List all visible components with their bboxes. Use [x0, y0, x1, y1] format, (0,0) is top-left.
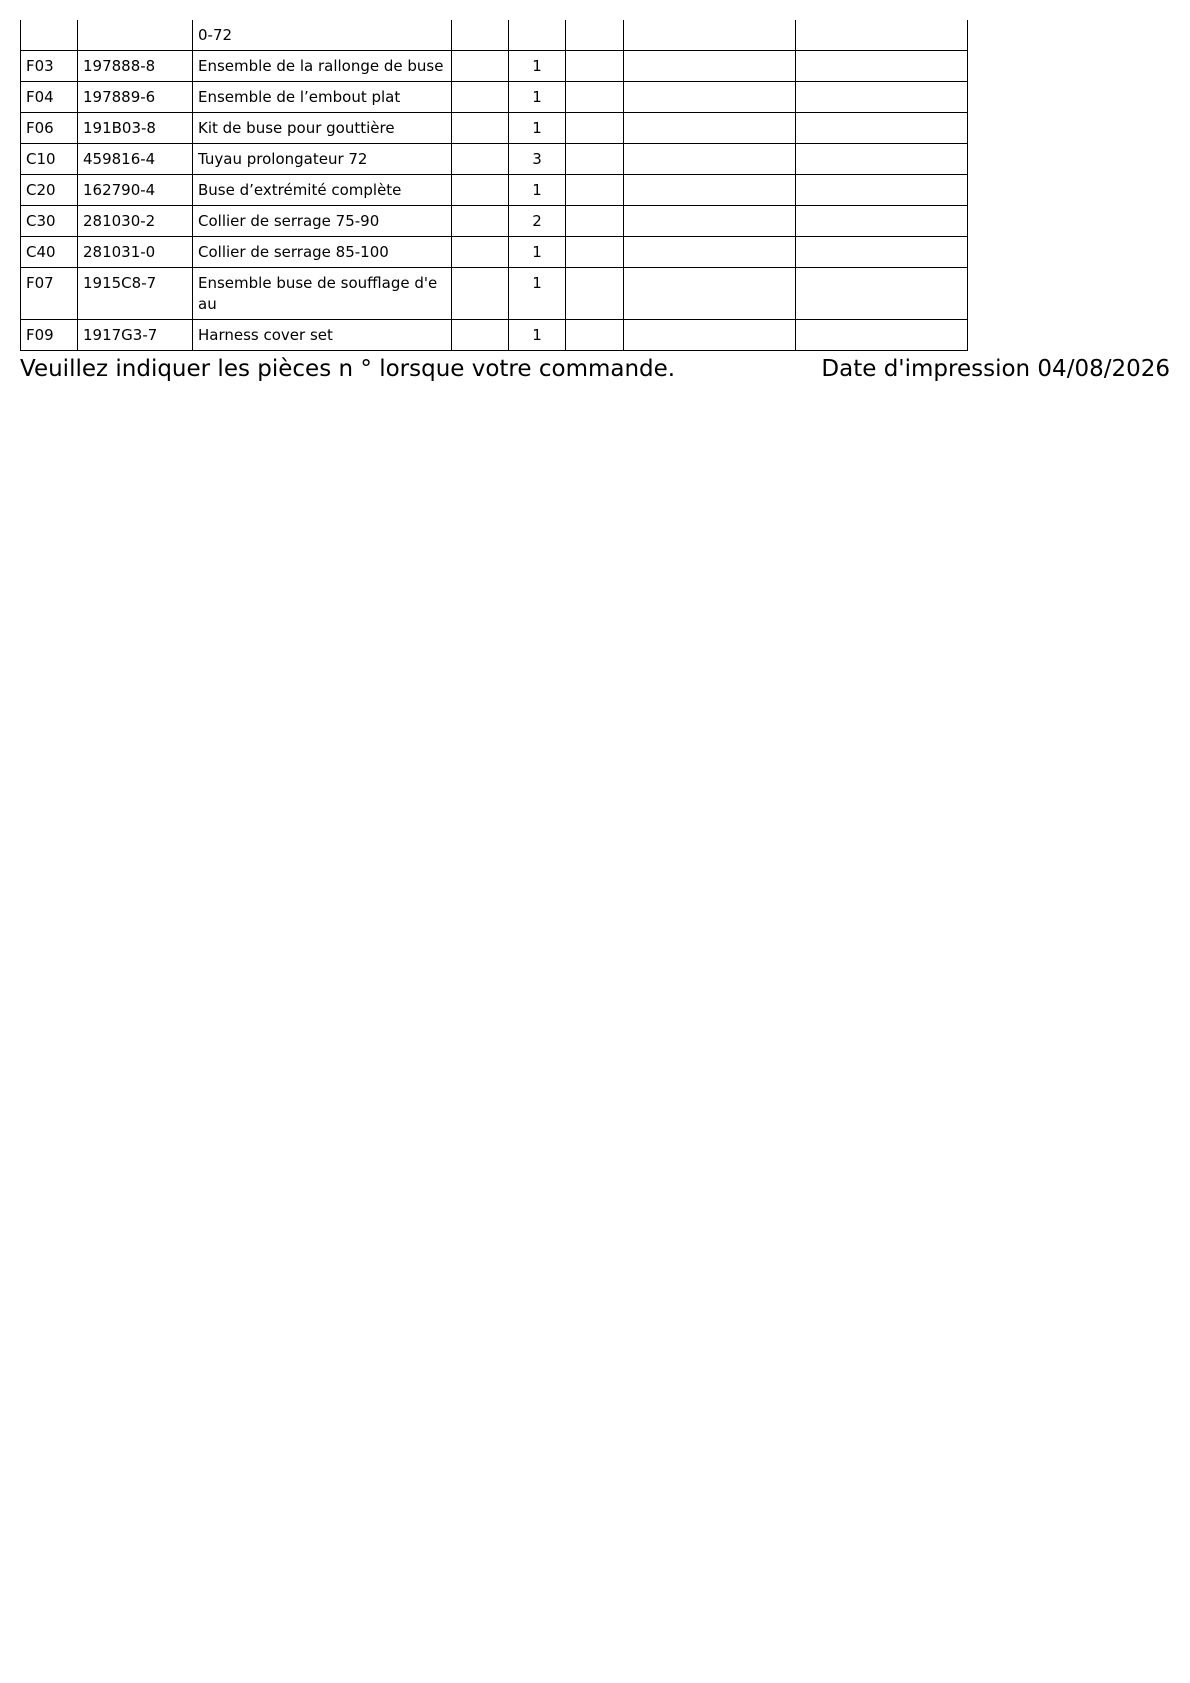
item-cell: F04	[21, 82, 78, 113]
table-row	[21, 82, 968, 113]
empty-cell	[452, 320, 509, 351]
empty-cell	[452, 20, 509, 51]
part-number-cell: 191B03-8	[78, 113, 193, 144]
part-number-cell: 1917G3-7	[78, 320, 193, 351]
empty-cell	[452, 51, 509, 82]
empty-cell	[624, 82, 796, 113]
empty-cell	[566, 206, 624, 237]
empty-cell	[624, 320, 796, 351]
part-number-cell: 197888-8	[78, 51, 193, 82]
empty-cell	[566, 51, 624, 82]
part-number-cell: 459816-4	[78, 144, 193, 175]
quantity-cell	[509, 20, 566, 51]
quantity-cell: 3	[509, 144, 566, 175]
order-instruction-note: Veuillez indiquer les pièces n ° lorsque votre commande.	[20, 356, 676, 382]
table-row	[21, 51, 968, 82]
table-row	[21, 237, 968, 268]
empty-cell	[566, 82, 624, 113]
description-cell: Buse d’extrémité complète	[193, 175, 452, 206]
description-cell: Harness cover set	[193, 320, 452, 351]
empty-cell	[796, 206, 968, 237]
empty-cell	[452, 113, 509, 144]
item-cell: C20	[21, 175, 78, 206]
description-cell: 0-72	[193, 20, 452, 51]
parts-table	[20, 20, 968, 351]
description-cell: Ensemble de l’embout plat	[193, 82, 452, 113]
item-cell: F07	[21, 268, 78, 320]
part-number-cell: 162790-4	[78, 175, 193, 206]
empty-cell	[796, 20, 968, 51]
empty-cell	[566, 237, 624, 268]
quantity-cell: 1	[509, 237, 566, 268]
description-cell: Tuyau prolongateur 72	[193, 144, 452, 175]
table-row	[21, 175, 968, 206]
quantity-cell: 2	[509, 206, 566, 237]
empty-cell	[452, 206, 509, 237]
part-number-cell	[78, 20, 193, 51]
quantity-cell: 1	[509, 320, 566, 351]
empty-cell	[624, 20, 796, 51]
part-number-cell: 281030-2	[78, 206, 193, 237]
table-row	[21, 113, 968, 144]
empty-cell	[624, 51, 796, 82]
item-cell: C10	[21, 144, 78, 175]
description-cell: Kit de buse pour gouttière	[193, 113, 452, 144]
part-number-cell: 281031-0	[78, 237, 193, 268]
quantity-cell: 1	[509, 82, 566, 113]
description-cell: Ensemble de la rallonge de buse	[193, 51, 452, 82]
quantity-cell: 1	[509, 268, 566, 320]
empty-cell	[624, 237, 796, 268]
item-cell: F06	[21, 113, 78, 144]
table-row	[21, 20, 968, 51]
empty-cell	[566, 320, 624, 351]
empty-cell	[452, 82, 509, 113]
table-row	[21, 320, 968, 351]
item-cell	[21, 20, 78, 51]
empty-cell	[566, 268, 624, 320]
empty-cell	[566, 175, 624, 206]
empty-cell	[796, 113, 968, 144]
empty-cell	[796, 51, 968, 82]
empty-cell	[452, 175, 509, 206]
quantity-cell: 1	[509, 113, 566, 144]
description-cell: Collier de serrage 75-90	[193, 206, 452, 237]
empty-cell	[566, 20, 624, 51]
empty-cell	[452, 237, 509, 268]
empty-cell	[624, 144, 796, 175]
empty-cell	[566, 113, 624, 144]
quantity-cell: 1	[509, 51, 566, 82]
item-cell: C40	[21, 237, 78, 268]
print-date: Date d'impression 04/08/2026	[821, 356, 1170, 382]
table-row	[21, 206, 968, 237]
empty-cell	[452, 268, 509, 320]
empty-cell	[796, 82, 968, 113]
empty-cell	[796, 237, 968, 268]
empty-cell	[796, 320, 968, 351]
empty-cell	[624, 175, 796, 206]
empty-cell	[796, 144, 968, 175]
description-cell: Ensemble buse de soufflage d'eau	[193, 268, 452, 320]
empty-cell	[796, 175, 968, 206]
empty-cell	[624, 113, 796, 144]
empty-cell	[452, 144, 509, 175]
quantity-cell: 1	[509, 175, 566, 206]
table-row	[21, 144, 968, 175]
item-cell: C30	[21, 206, 78, 237]
empty-cell	[624, 268, 796, 320]
table-row	[21, 268, 968, 320]
part-number-cell: 1915C8-7	[78, 268, 193, 320]
item-cell: F09	[21, 320, 78, 351]
part-number-cell: 197889-6	[78, 82, 193, 113]
empty-cell	[566, 144, 624, 175]
description-cell: Collier de serrage 85-100	[193, 237, 452, 268]
item-cell: F03	[21, 51, 78, 82]
empty-cell	[624, 206, 796, 237]
empty-cell	[796, 268, 968, 320]
